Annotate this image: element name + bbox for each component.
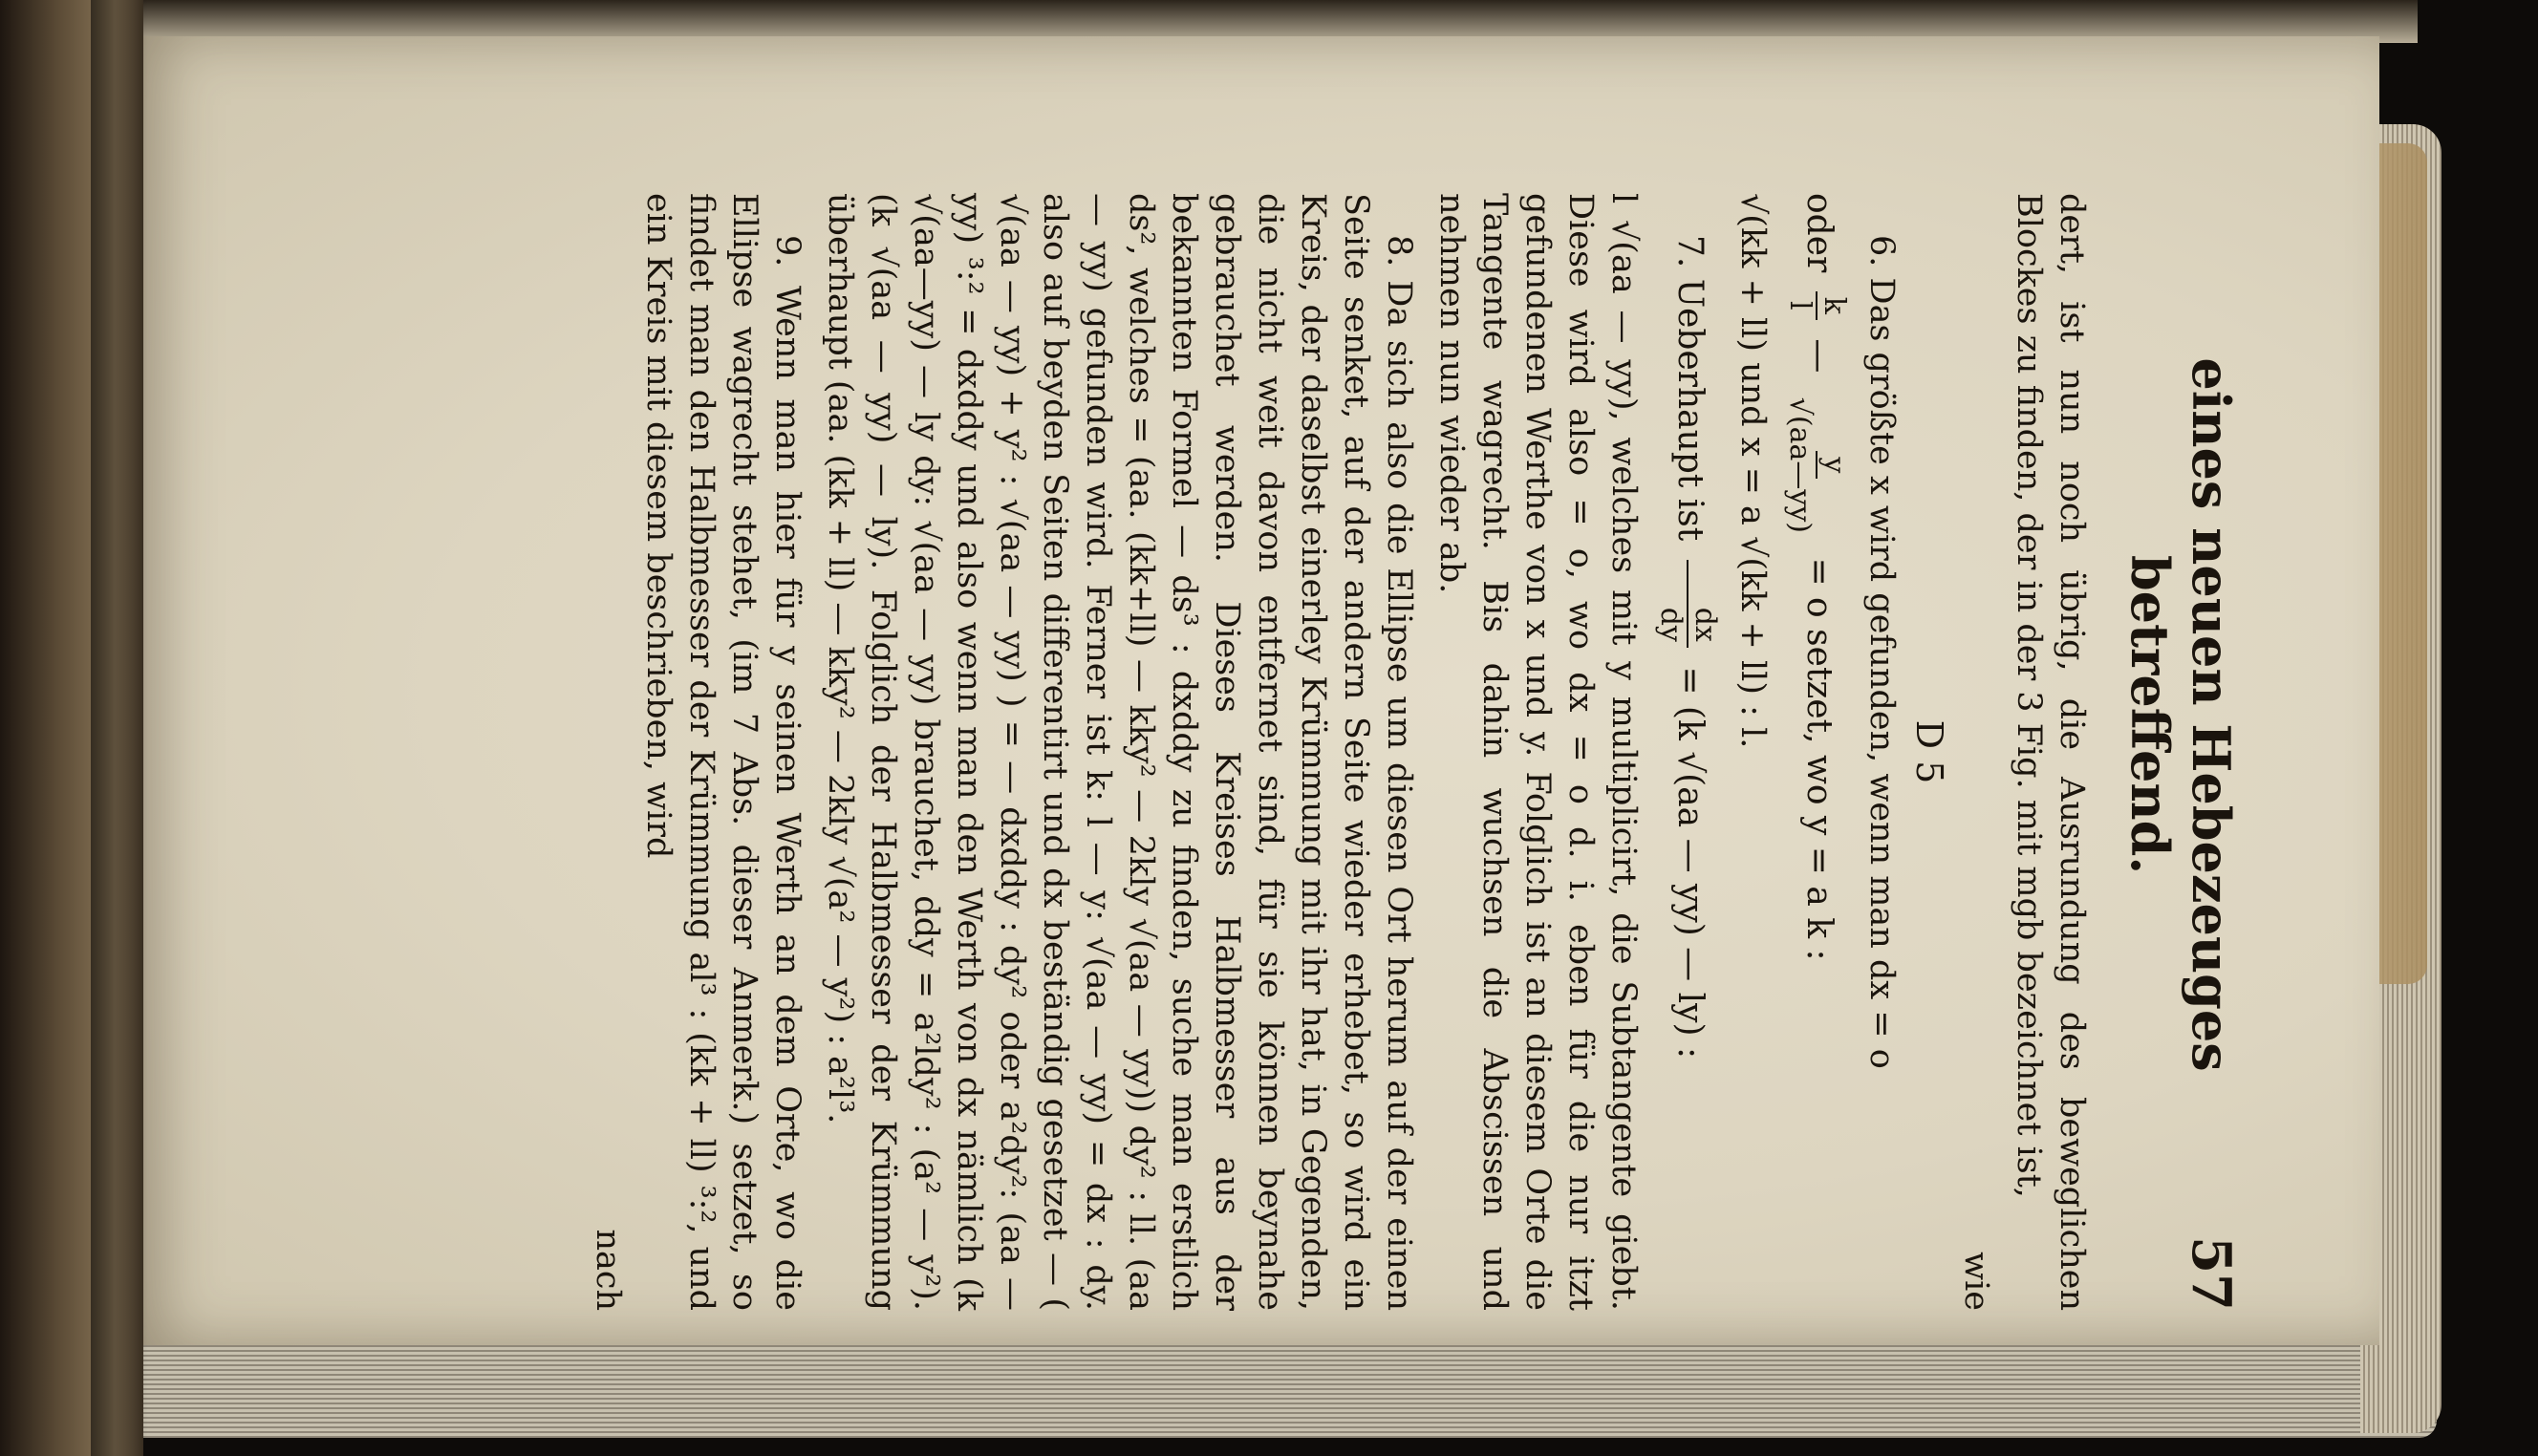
eq7-frac-den: dy — [1654, 607, 1688, 642]
signature-mark: D 5 — [1908, 719, 1950, 784]
equation-6 — [1783, 193, 1850, 1311]
page-text-block — [379, 193, 2243, 1311]
paragraph-6: 6. Das größte x wird gefunden, wenn man dx = o — [1862, 235, 1901, 1069]
spine-shadow — [91, 0, 148, 1456]
catch-wie: wie — [1957, 1252, 1995, 1311]
page-edge-stack — [115, 1333, 2437, 1438]
eq7-frac-num: dx — [1687, 560, 1721, 648]
header-title: eines neuen Hebezeuges betreffend. — [2119, 357, 2242, 1072]
eq6-frac1-den: l — [1783, 300, 1817, 310]
running-header — [2119, 193, 2243, 1311]
paragraph-6-cont: √(kk + ll) und x = a √(kk + ll) : l. — [1733, 193, 1772, 749]
eq6-frac2-den: √(aa—yy) — [1783, 396, 1817, 533]
eq7-fraction — [1654, 560, 1721, 648]
eq7-prefix: 7. Ueberhaupt ist — [1670, 235, 1710, 542]
page-number: 57 — [2180, 1236, 2243, 1311]
eq7-suffix: = (k √(aa — yy) — ly) : — [1670, 666, 1710, 1060]
paragraph-9: 9. Wenn man hier für y seinen Werth an dem Orte, wo die Ellipse wagrecht stehet, (im 7 Abs. dieser Anmerk.) setzet, so findet man den Halbmesser der Krümmung al³ : (kk + ll) ³:², und ein Kreis mit diesem beschrieben, wird — [639, 193, 807, 1311]
paragraph-8: 8. Da sich also die Ellipse um diesen Ort herum auf der einen Seite senket, auf der andern Seite wieder erhebet, so wird ein Kreis, der daselbst einerley Krümmung mit ihr hat, in Gegenden, die nicht weit davon entfernet sind, für sie können beynahe gebrauchet werden. Dieses Kreises Halbmesser aus der bekannten Formel — ds³ : dxddy zu finden, suche man erstlich ds², welches = (aa. (kk+ll) — kky² — 2kly √(aa — yy)) dy² : ll. (aa — yy) gefunden wird. Ferner ist k: l — y: √(aa — yy) = dx : dy. also auf beyden Seiten differentirt und dx beständig gesetzet — ( √(aa — yy) + y² : √(aa — yy) ) = — dxddy : dy² oder a²dy²: (aa — yy) ³:² = dxddy und also wenn man den Werth von dx nämlich (k √(aa—yy) — ly dy: √(aa — yy) brauchet, ddy = a²ldy² : (a² — y²). (k √(aa — yy) — ly). Folglich der Halbmesser der Krümmung überhaupt (aa. (kk + ll) — kky² — 2kly √(a² — y²) : a²l³. — [821, 193, 1418, 1311]
eq6-prefix: oder — [1799, 193, 1839, 273]
eq6-suffix: = o setzet, wo y = a k : — [1799, 557, 1839, 961]
paragraph-intro-text: dert, ist nun noch übrig, die Ausrundung des beweglichen Blockes zu finden, der in der 3 Fig. mit mgb bezeichnet ist, — [2010, 193, 2091, 1311]
eq6-frac2-num: y — [1816, 451, 1850, 479]
catchword: nach — [589, 1229, 627, 1311]
eq6-frac1-num: k — [1816, 291, 1850, 320]
eq6-minus: — — [1799, 338, 1839, 374]
paragraph-7: l √(aa — yy), welches mit y multiplicirt, die Subtangente giebt. Diese wird also = o, wo dx = o d. i. eben für die nur itzt gefundenen Werthe von x und y. Folglich ist an diesem Orte die Tangente wagrecht. Bis dahin wuchsen die Abscissen und nehmen nun wieder ab. — [1432, 193, 1643, 1311]
equation-7 — [1654, 193, 1721, 1311]
eq6-fraction-2 — [1783, 392, 1850, 539]
paragraph-intro — [2007, 193, 2093, 1311]
eq6-fraction-1 — [1783, 291, 1850, 320]
